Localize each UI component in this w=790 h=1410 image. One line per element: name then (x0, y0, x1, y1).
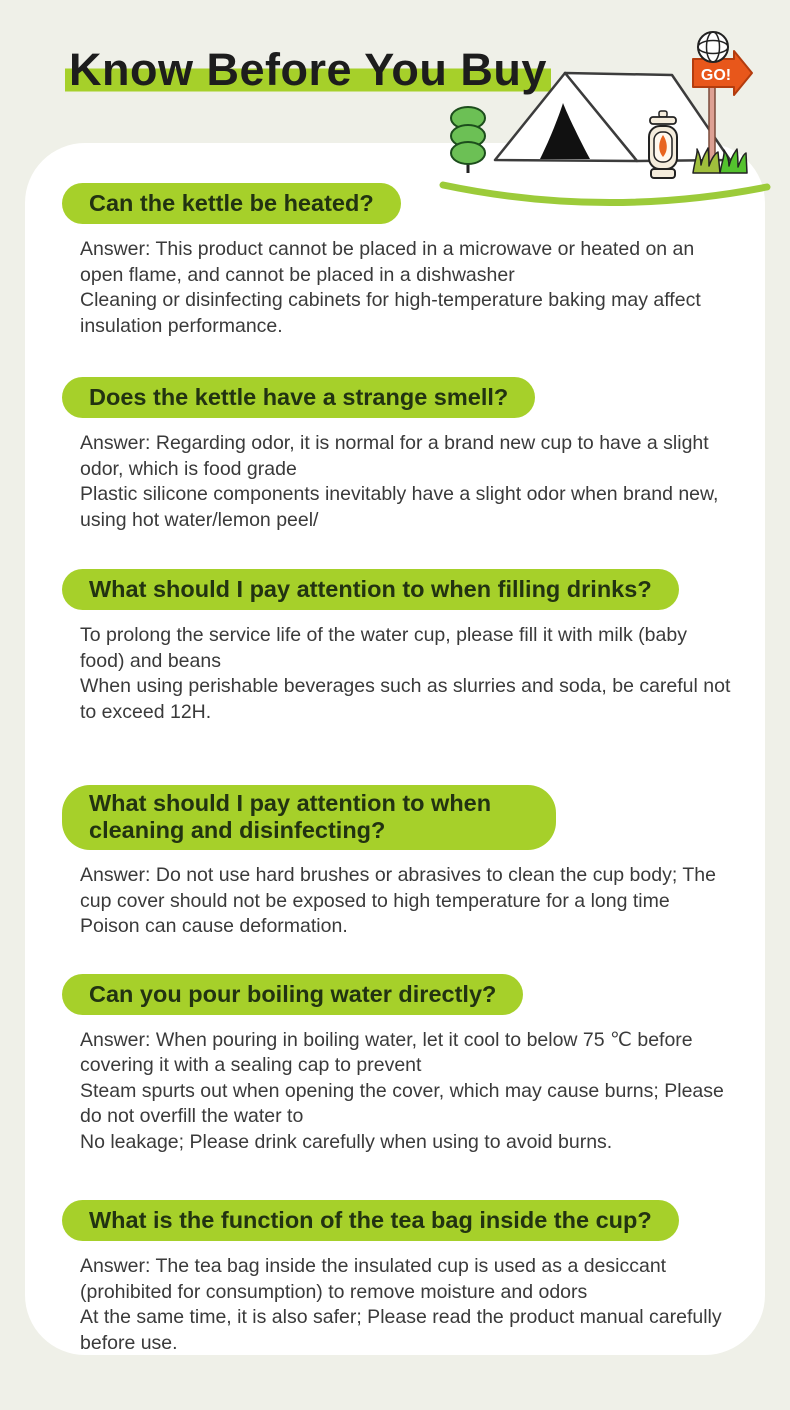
answer-text (80, 237, 735, 339)
question-pill: Can the kettle be heated? (62, 183, 401, 224)
question-pill: What is the function of the tea bag inside the cup? (62, 1200, 679, 1241)
answer-text (80, 863, 735, 940)
answer-line: Plastic silicone components inevitably have a slight odor when brand new, using hot water/lemon peel/ (80, 483, 719, 531)
faq-section (62, 974, 765, 1156)
page-title: Know Before You Buy (65, 44, 551, 96)
faq-section (62, 569, 765, 725)
question-pill: Does the kettle have a strange smell? (62, 377, 535, 418)
answer-line: No leakage; Please drink carefully when using to avoid burns. (80, 1130, 613, 1153)
answer-line: Answer: The tea bag inside the insulated cup is used as a desiccant (prohibited for consumption) to remove moisture and odors (80, 1255, 667, 1303)
faq-card (25, 143, 765, 1355)
camping-illustration (438, 23, 774, 223)
answer-text (80, 1254, 735, 1356)
answer-line: Steam spurts out when opening the cover, which may cause burns; Please do not overfill the water to (80, 1079, 724, 1128)
globe-icon (698, 32, 728, 62)
answer-text (80, 1028, 735, 1156)
answer-line: When using perishable beverages such as slurries and soda, be careful not to exceed 12H. (80, 675, 731, 723)
answer-line: Poison can cause deformation. (80, 915, 348, 938)
answer-line: At the same time, it is also safer; Please read the product manual carefully before use. (80, 1306, 722, 1354)
faq-section (62, 785, 765, 940)
question-pill: Can you pour boiling water directly? (62, 974, 523, 1015)
tree-icon (451, 107, 485, 173)
answer-line: Answer: Do not use hard brushes or abrasives to clean the cup body; The cup cover should not be exposed to high temperature for a long time (80, 864, 716, 912)
answer-line: Answer: Regarding odor, it is normal for a brand new cup to have a slight odor, which is food grade (80, 432, 709, 480)
faq-section (62, 1200, 765, 1356)
swoosh-decoration (443, 185, 767, 203)
answer-line: Answer: This product cannot be placed in a microwave or heated on an open flame, and cannot be placed in a dishwasher (80, 238, 695, 286)
go-sign-label: GO! (700, 67, 732, 84)
question-pill: What should I pay attention to when filling drinks? (62, 569, 679, 610)
answer-line: Answer: When pouring in boiling water, let it cool to below 75 ℃ before covering it with a sealing cap to prevent (80, 1028, 693, 1077)
question-pill: What should I pay attention to when cleaning and disinfecting? (62, 785, 556, 850)
answer-text (80, 431, 735, 533)
lantern-icon (649, 111, 677, 178)
answer-line: To prolong the service life of the water cup, please fill it with milk (baby food) and beans (80, 624, 687, 672)
answer-text (80, 623, 735, 725)
faq-section (62, 377, 765, 533)
answer-line: Cleaning or disinfecting cabinets for high-temperature baking may affect insulation performance. (80, 289, 701, 337)
